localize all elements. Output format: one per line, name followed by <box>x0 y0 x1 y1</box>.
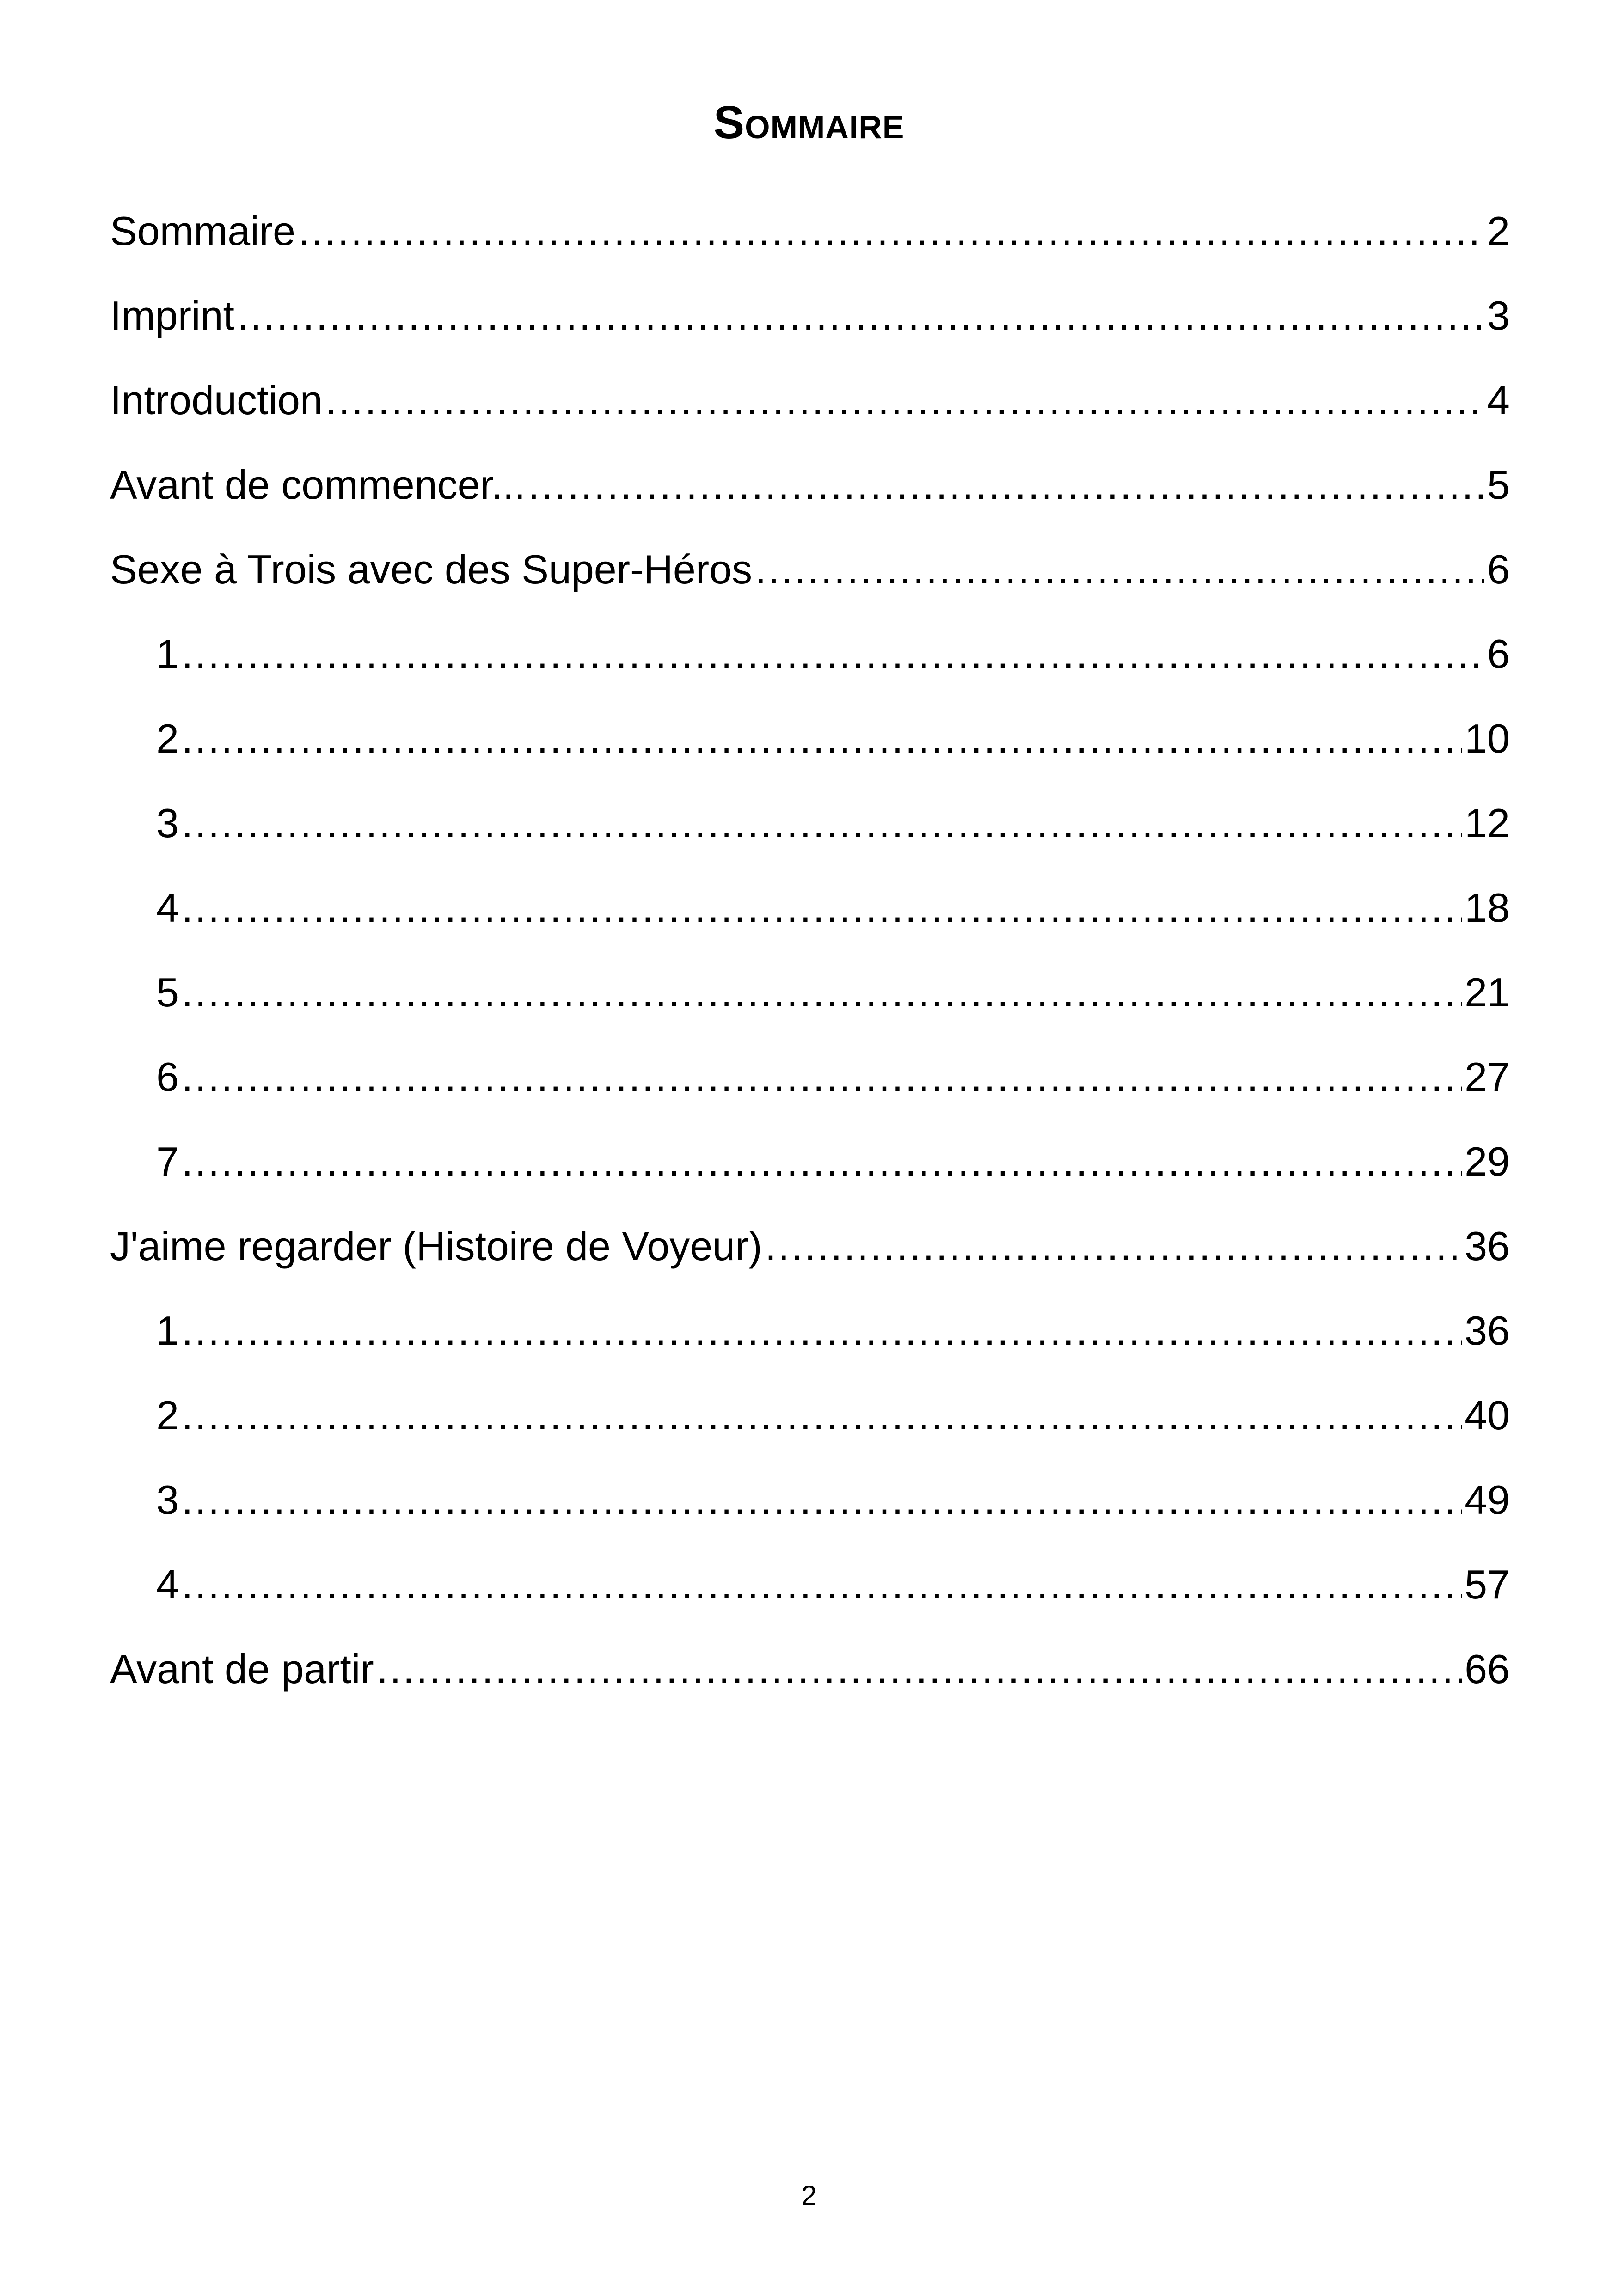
toc-subentry[interactable] <box>110 1040 1510 1125</box>
page-title: Sommaire <box>713 97 905 148</box>
toc-subentry[interactable] <box>110 1125 1510 1209</box>
toc-entry-page: 66 <box>1465 1646 1510 1692</box>
toc-entry[interactable] <box>110 533 1510 617</box>
toc-entry-label: 1 <box>156 631 179 677</box>
toc-entry[interactable] <box>110 194 1510 279</box>
toc-subentry[interactable] <box>110 617 1510 702</box>
toc-entry-label: 1 <box>156 1308 179 1353</box>
toc-entry-label: 2 <box>156 716 179 761</box>
dot-leader <box>377 1632 1462 1706</box>
dot-leader <box>182 617 1484 691</box>
toc-subentry[interactable] <box>110 786 1510 871</box>
toc-entry-label: 7 <box>156 1139 179 1184</box>
toc-subentry[interactable] <box>110 871 1510 955</box>
dot-leader <box>298 194 1484 268</box>
toc-entry-label: Avant de commencer... <box>110 462 526 508</box>
dot-leader <box>182 1548 1462 1622</box>
toc-entry[interactable] <box>110 1209 1510 1294</box>
toc-subentry[interactable] <box>110 1378 1510 1463</box>
dot-leader <box>765 1209 1462 1283</box>
dot-leader <box>182 702 1462 776</box>
dot-leader <box>182 1294 1462 1368</box>
dot-leader <box>182 1040 1462 1114</box>
toc-entry-label: Sommaire <box>110 208 295 254</box>
toc-entry-label: 2 <box>156 1392 179 1438</box>
toc-entry-page: 27 <box>1465 1054 1510 1100</box>
toc-subentry[interactable] <box>110 1548 1510 1632</box>
toc-subentry[interactable] <box>110 955 1510 1040</box>
toc-entry-page: 18 <box>1465 885 1510 931</box>
page-number: 2 <box>801 2180 817 2211</box>
toc-subentry[interactable] <box>110 1463 1510 1548</box>
dot-leader <box>182 871 1462 945</box>
toc-entry-page: 3 <box>1487 293 1510 338</box>
toc-entry-page: 12 <box>1465 800 1510 846</box>
toc-entry-label: Imprint <box>110 293 234 338</box>
toc-entry-page: 36 <box>1465 1223 1510 1269</box>
toc-entry-label: 3 <box>156 1477 179 1523</box>
toc-entry-page: 6 <box>1487 631 1510 677</box>
toc-entry-label: Avant de partir <box>110 1646 374 1692</box>
dot-leader <box>325 363 1484 437</box>
toc-entry-label: 6 <box>156 1054 179 1100</box>
dot-leader <box>182 1378 1462 1452</box>
dot-leader <box>182 1463 1462 1537</box>
toc-subentry[interactable] <box>110 702 1510 786</box>
toc-entry-page: 40 <box>1465 1392 1510 1438</box>
toc-entry-page: 36 <box>1465 1308 1510 1353</box>
dot-leader <box>237 279 1484 353</box>
dot-leader <box>755 533 1484 606</box>
toc-entry[interactable] <box>110 279 1510 363</box>
toc-entry-page: 57 <box>1465 1561 1510 1607</box>
toc-entry-page: 4 <box>1487 377 1510 423</box>
dot-leader <box>182 786 1462 860</box>
toc-entry-page: 6 <box>1487 546 1510 592</box>
toc-entry-label: 5 <box>156 969 179 1015</box>
toc-entry-label: J'aime regarder (Histoire de Voyeur) <box>110 1223 762 1269</box>
toc-entry[interactable] <box>110 1632 1510 1717</box>
toc-entry-page: 29 <box>1465 1139 1510 1184</box>
toc-entry[interactable] <box>110 448 1510 533</box>
toc-entry-label: Sexe à Trois avec des Super-Héros <box>110 546 753 592</box>
dot-leader <box>182 1125 1462 1199</box>
toc-entry-label: 4 <box>156 1561 179 1607</box>
toc-entry[interactable] <box>110 363 1510 448</box>
toc-entry-page: 49 <box>1465 1477 1510 1523</box>
toc-entry-page: 21 <box>1465 969 1510 1015</box>
table-of-contents <box>110 194 1510 1717</box>
dot-leader <box>182 955 1462 1029</box>
toc-entry-label: 4 <box>156 885 179 931</box>
toc-entry-label: 3 <box>156 800 179 846</box>
dot-leader <box>528 448 1484 522</box>
toc-subentry[interactable] <box>110 1294 1510 1378</box>
toc-entry-page: 2 <box>1487 208 1510 254</box>
toc-entry-page: 10 <box>1465 716 1510 761</box>
toc-entry-label: Introduction <box>110 377 323 423</box>
toc-entry-page: 5 <box>1487 462 1510 508</box>
